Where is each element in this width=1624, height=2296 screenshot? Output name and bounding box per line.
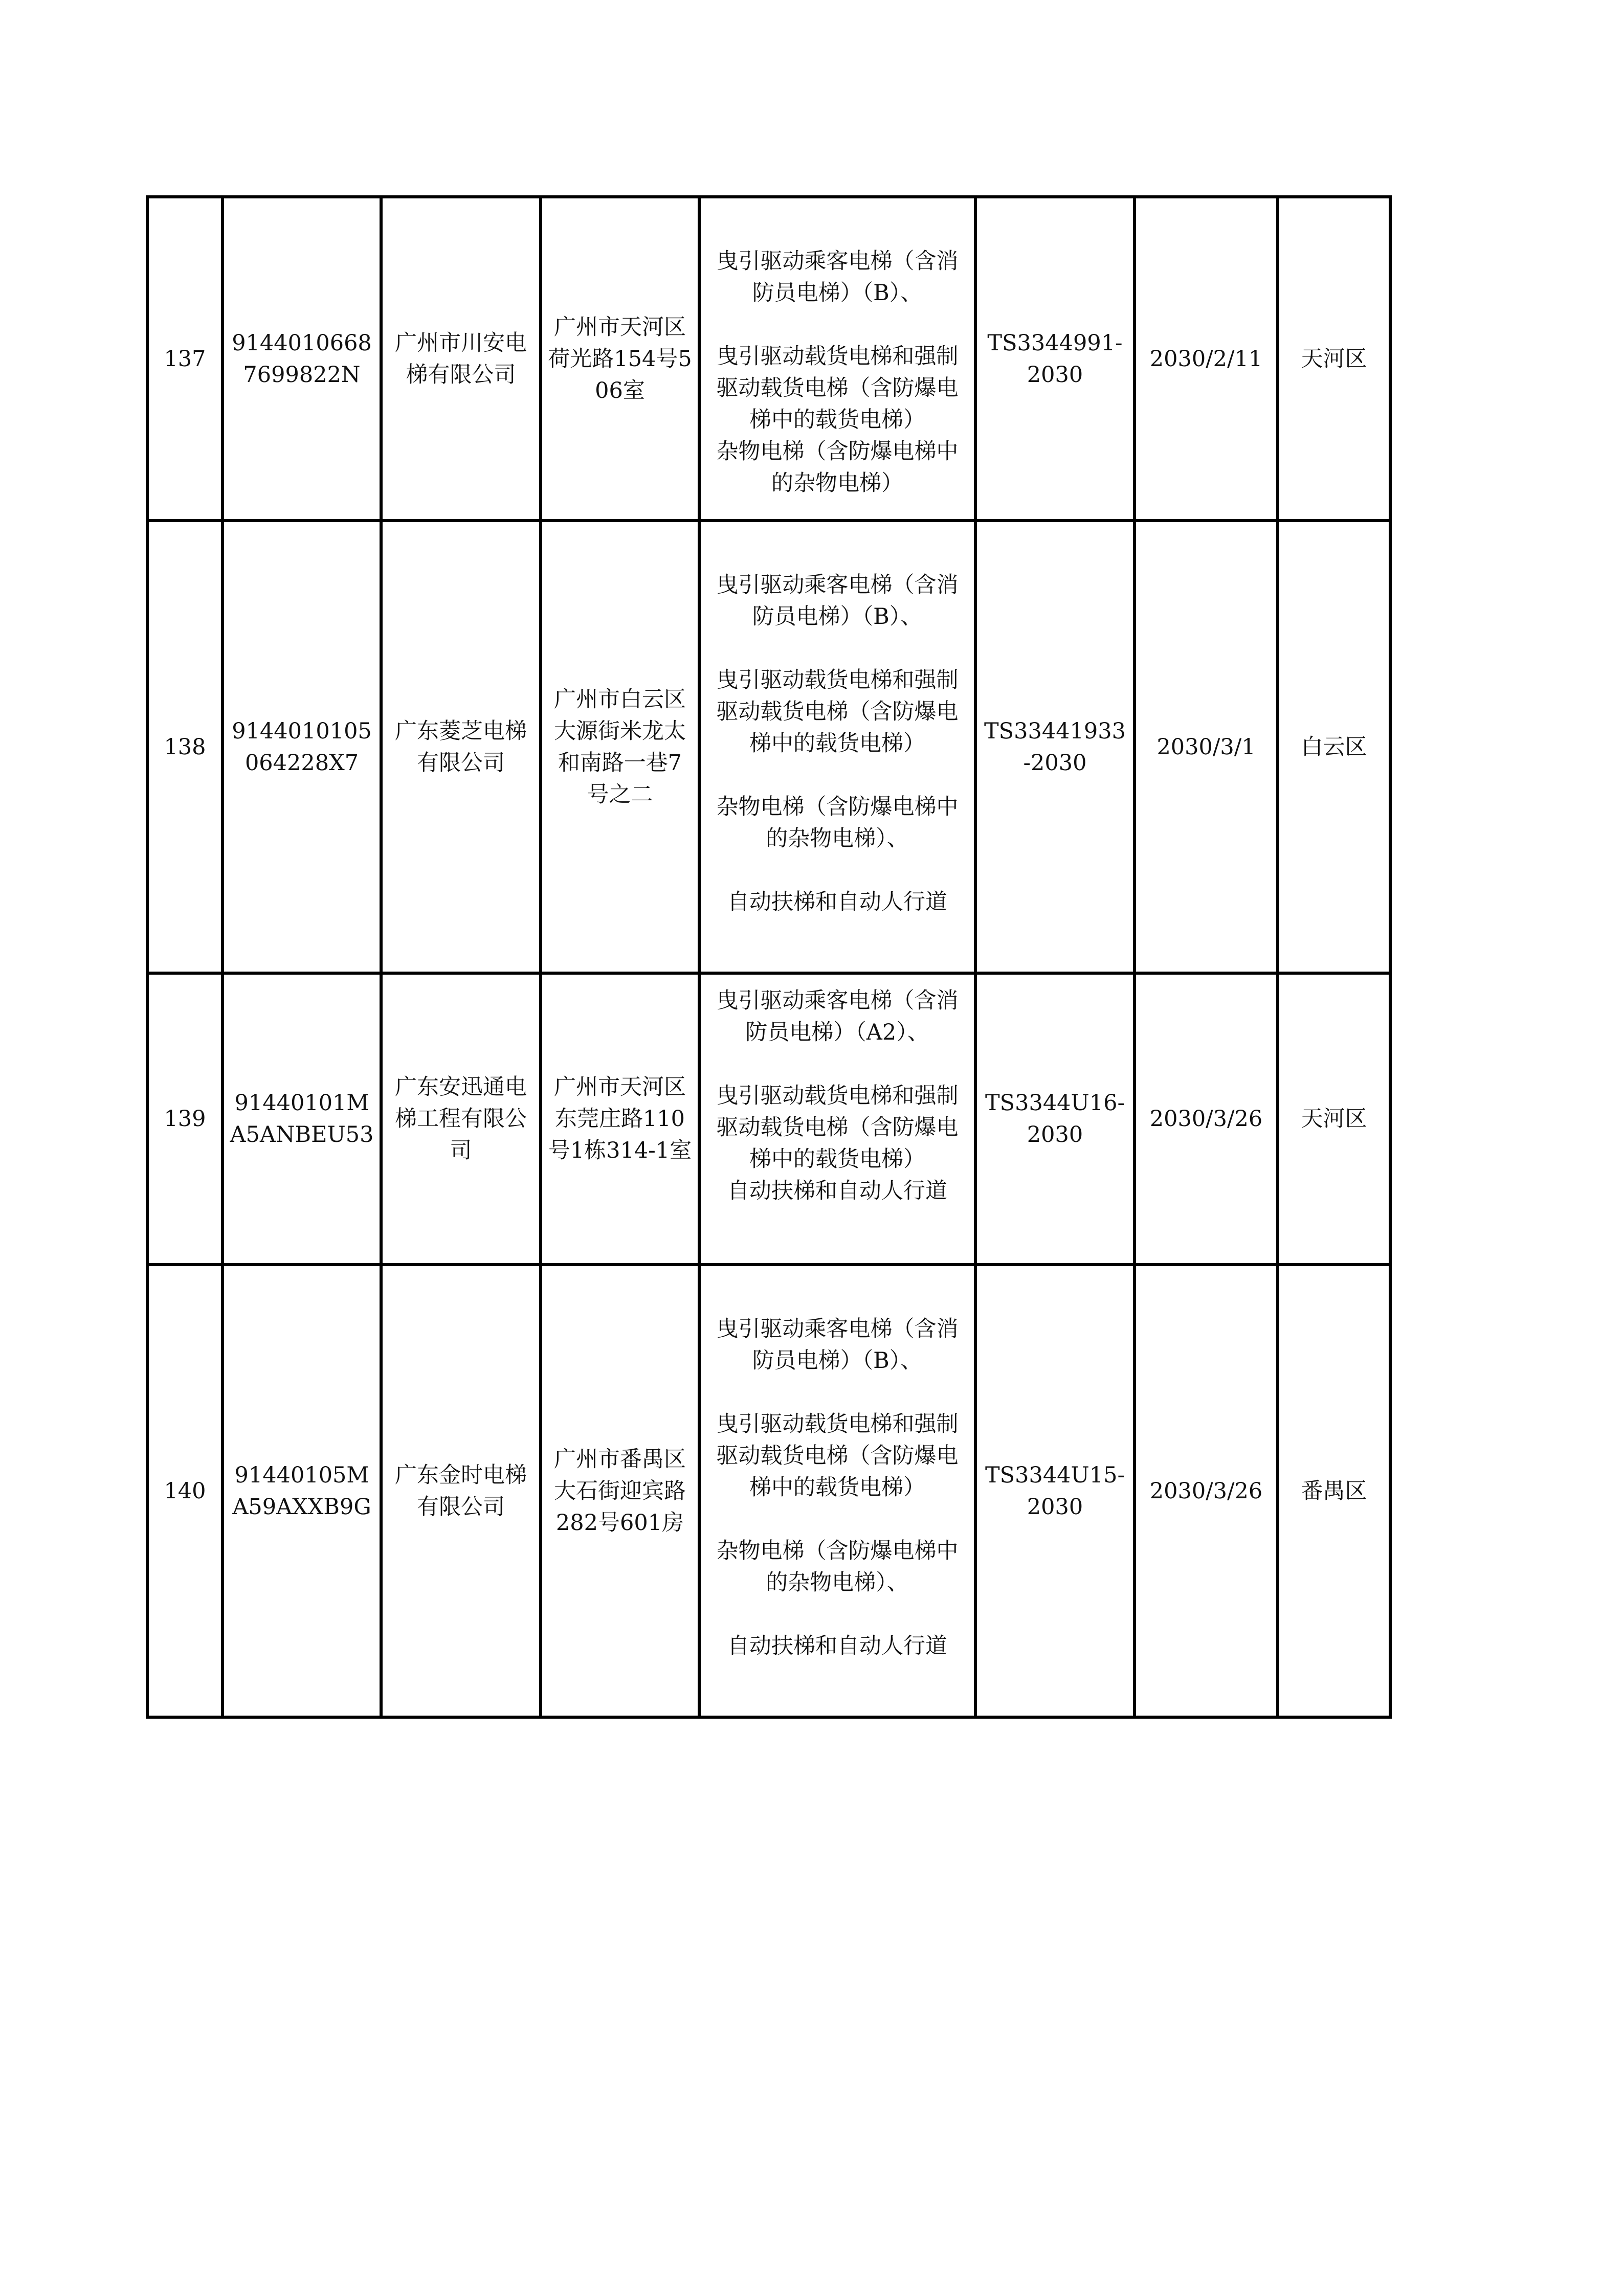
expiry-date: 2030/3/26 <box>1134 1265 1278 1717</box>
license-scope <box>699 197 975 521</box>
credit-code: 91440101MA5ANBEU53 <box>223 973 381 1265</box>
scope-gap <box>708 633 967 664</box>
license-number: TS3344991-2030 <box>975 197 1134 521</box>
scope-item: 杂物电梯（含防爆电梯中的杂物电梯） <box>716 439 959 496</box>
scope-item: 曳引驱动乘客电梯（含消防员电梯）（B）、 <box>716 249 959 306</box>
company-name: 广东安迅通电梯工程有限公司 <box>381 973 541 1265</box>
row-number: 137 <box>147 197 223 521</box>
row-number: 140 <box>147 1265 223 1717</box>
row-number: 139 <box>147 973 223 1265</box>
scope-gap <box>708 1048 967 1080</box>
scope-item: 自动扶梯和自动人行道 <box>727 889 947 915</box>
company-address: 广州市天河区荷光路154号506室 <box>541 197 699 521</box>
scope-item: 曳引驱动乘客电梯（含消防员电梯）（B）、 <box>716 572 959 629</box>
license-table <box>146 195 1392 1719</box>
company-address: 广州市天河区东莞庄路110号1栋314-1室 <box>541 973 699 1265</box>
row-number: 138 <box>147 521 223 973</box>
scope-gap <box>708 1377 967 1408</box>
scope-gap <box>708 854 967 886</box>
district: 天河区 <box>1278 973 1390 1265</box>
company-name: 广州市川安电梯有限公司 <box>381 197 541 521</box>
district: 番禺区 <box>1278 1265 1390 1717</box>
table-row <box>147 1265 1390 1717</box>
company-address: 广州市番禺区大石街迎宾路282号601房 <box>541 1265 699 1717</box>
license-number: TS3344U16-2030 <box>975 973 1134 1265</box>
district: 白云区 <box>1278 521 1390 973</box>
scope-item: 曳引驱动载货电梯和强制驱动载货电梯（含防爆电梯中的载货电梯） <box>716 1411 959 1500</box>
expiry-date: 2030/3/1 <box>1134 521 1278 973</box>
scope-item: 曳引驱动乘客电梯（含消防员电梯）（A2）、 <box>716 988 959 1045</box>
credit-code: 9144010105064228X7 <box>223 521 381 973</box>
scope-gap <box>708 1503 967 1535</box>
scope-gap <box>708 1599 967 1630</box>
scope-item: 曳引驱动载货电梯和强制驱动载货电梯（含防爆电梯中的载货电梯） <box>716 344 959 433</box>
license-number: TS33441933-2030 <box>975 521 1134 973</box>
scope-item: 自动扶梯和自动人行道 <box>727 1633 947 1659</box>
license-number: TS3344U15-2030 <box>975 1265 1134 1717</box>
table-row <box>147 197 1390 521</box>
scope-gap <box>708 759 967 791</box>
license-scope <box>699 521 975 973</box>
scope-item: 自动扶梯和自动人行道 <box>727 1178 947 1204</box>
expiry-date: 2030/2/11 <box>1134 197 1278 521</box>
credit-code: 91440106687699822N <box>223 197 381 521</box>
scope-gap <box>708 309 967 341</box>
scope-item: 杂物电梯（含防爆电梯中的杂物电梯）、 <box>716 794 959 851</box>
license-scope <box>699 973 975 1265</box>
license-scope <box>699 1265 975 1717</box>
expiry-date: 2030/3/26 <box>1134 973 1278 1265</box>
company-name: 广东金时电梯有限公司 <box>381 1265 541 1717</box>
table-row <box>147 521 1390 973</box>
scope-item: 曳引驱动载货电梯和强制驱动载货电梯（含防爆电梯中的载货电梯） <box>716 1083 959 1172</box>
district: 天河区 <box>1278 197 1390 521</box>
credit-code: 91440105MA59AXXB9G <box>223 1265 381 1717</box>
scope-item: 杂物电梯（含防爆电梯中的杂物电梯）、 <box>716 1538 959 1595</box>
company-name: 广东菱芝电梯有限公司 <box>381 521 541 973</box>
scope-item: 曳引驱动乘客电梯（含消防员电梯）（B）、 <box>716 1316 959 1374</box>
scope-item: 曳引驱动载货电梯和强制驱动载货电梯（含防爆电梯中的载货电梯） <box>716 667 959 756</box>
table-row <box>147 973 1390 1265</box>
company-address: 广州市白云区大源街米龙太和南路一巷7号之二 <box>541 521 699 973</box>
